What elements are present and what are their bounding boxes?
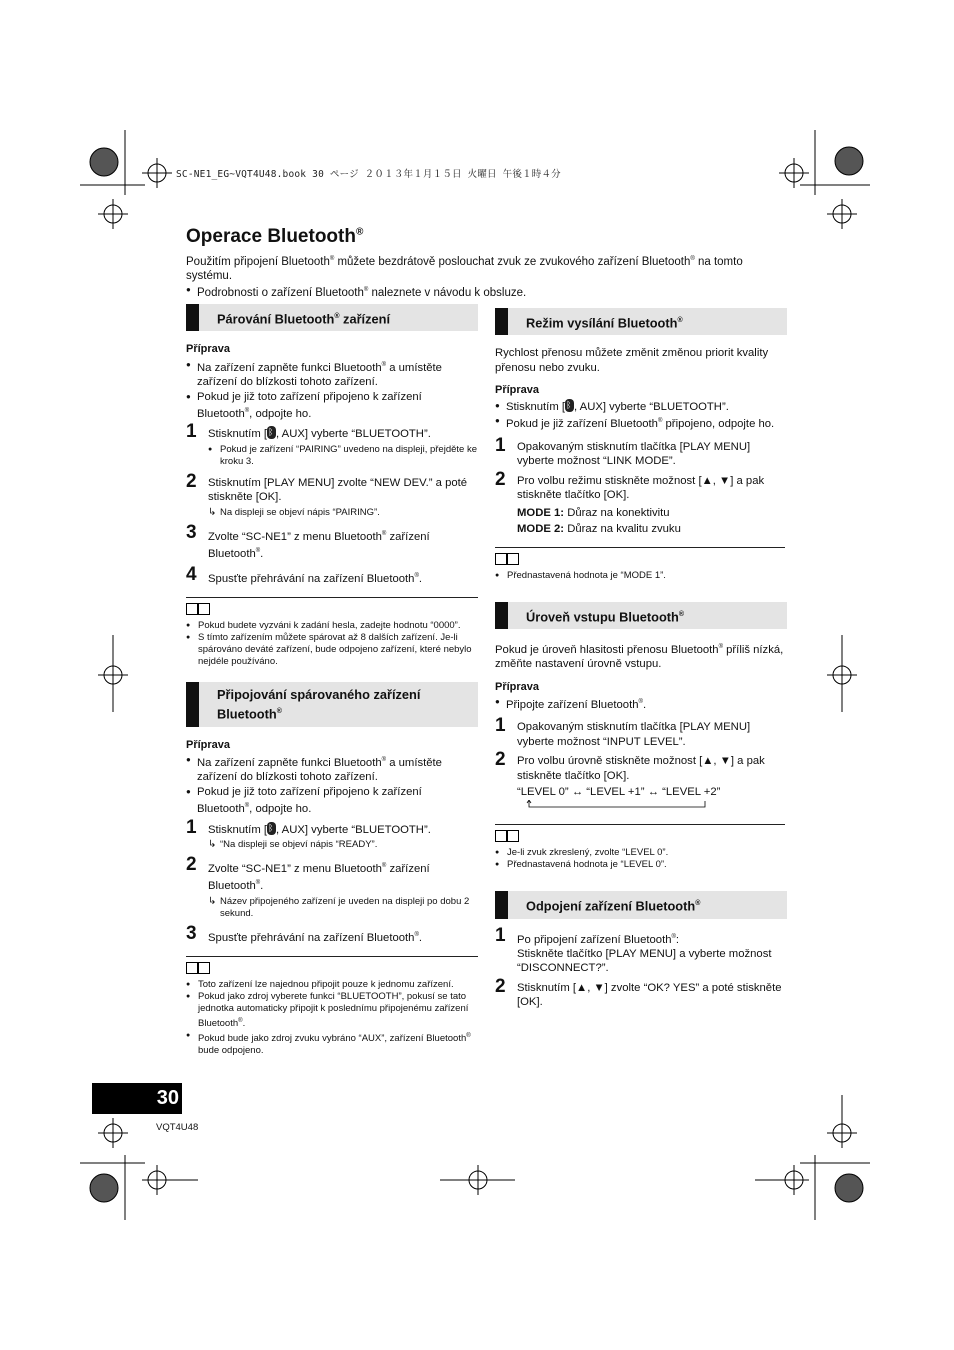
prep-title: Příprava	[495, 384, 540, 397]
section-intro: Pokud je úroveň hlasitosti přenosu Bluetooth® příliš nízká, změňte nastavení úrovně vstupu.	[495, 643, 784, 671]
bluetooth-icon	[267, 426, 276, 439]
section-heading-pairing: Párování Bluetooth® zařízení	[186, 304, 478, 331]
loop-arrow	[517, 800, 707, 810]
step: 2 Pro volbu úrovně stiskněte možnost [▲, ▼] a pak stiskněte tlačítko [OK]. “LEVEL 0” ↔ “LEVEL +1” ↔ “LEVEL +2”	[495, 754, 787, 814]
right-column	[495, 308, 787, 1010]
level-sequence: “LEVEL 0” ↔ “LEVEL +1” ↔ “LEVEL +2”	[517, 786, 721, 799]
book-icon	[186, 603, 210, 615]
note: ● Toto zařízení lze najednou připojit pouze k jednomu zařízení.	[186, 979, 478, 991]
document-code: VQT4U48	[156, 1122, 199, 1133]
prep-item: ● Pokud je již toto zařízení připojeno k zařízení Bluetooth®, odpojte ho.	[186, 785, 478, 817]
note: ● Pokud jako zdroj vyberete funkci “BLUETOOTH”, pokusí se tato jednotka automaticky připojit k poslednímu připojenému zařízení Bluetooth®.	[186, 991, 478, 1030]
note: ● Pokud budete vyzváni k zadání hesla, zadejte hodnotu “0000”.	[186, 620, 478, 632]
step: 1 Po připojení zařízení Bluetooth®: Stiskněte tlačítko [PLAY MENU] a vyberte možnost “DISCONNECT?”.	[495, 924, 772, 975]
step: 1 Stisknutím [ᛒ , AUX] vyberte “BLUETOOTH”. ↳ “Na displeji se objeví nápis “READY”.	[186, 822, 478, 852]
section-intro: Rychlost přenosu můžete změnit změnou priorit kvality přenosu nebo zvuku.	[495, 347, 769, 374]
note-box	[495, 547, 785, 582]
note: ● Přednastavená hodnota je “LEVEL 0”.	[495, 859, 785, 871]
mode-2: MODE 2: Důraz na kvalitu zvuku	[517, 523, 681, 536]
prep-item: ● Připojte zařízení Bluetooth®.	[495, 695, 787, 712]
section-heading-level: Úroveň vstupu Bluetooth®	[495, 602, 787, 629]
page-title: Operace Bluetooth®	[186, 226, 364, 247]
note: ● Přednastavená hodnota je “MODE 1”.	[495, 570, 785, 582]
step-note: ● Pokud je zařízení “PAIRING” uvedeno na displeji, přejděte ke kroku 3.	[208, 444, 478, 468]
note: ● Pokud bude jako zdroj zvuku vybráno “AUX”, zařízení Bluetooth® bude odpojeno.	[186, 1030, 478, 1057]
step: 3 Spusťte přehrávání na zařízení Bluetooth®.	[186, 922, 423, 944]
mode-1: MODE 1: Důraz na konektivitu	[517, 506, 670, 519]
intro	[186, 252, 776, 300]
prep-item: ● Na zařízení zapněte funkci Bluetooth® a umístěte zařízení do blízkosti tohoto zařízení.	[186, 358, 478, 390]
step-result: ↳ Název připojeného zařízení je uveden na displeji po dobu 2 sekund.	[208, 896, 478, 920]
prep-item: ● Pokud je již zařízení Bluetooth® připojeno, odpojte ho.	[495, 414, 787, 431]
bluetooth-icon	[565, 399, 574, 412]
note-box	[186, 597, 478, 668]
page-number: 30	[92, 1083, 182, 1114]
prep-item: ● Stisknutím [ᛒ , AUX] vyberte “BLUETOOTH”.	[495, 399, 787, 415]
note: ● S tímto zařízením můžete spárovat až 8 dalších zařízení. Je-li spárováno deváté zařízení, bude odpojeno zařízení, které nebylo nejdéle používáno.	[186, 632, 478, 668]
prep-title: Příprava	[186, 738, 231, 751]
section-heading-disconnect: Odpojení zařízení Bluetooth®	[495, 891, 787, 918]
note-box	[186, 956, 478, 1057]
step: 2 Pro volbu režimu stiskněte možnost [▲, ▼] a pak stiskněte tlačítko [OK]. MODE 1: Důraz na konektivitu MODE 2: Důraz na kvalitu zvuku	[495, 474, 787, 537]
step: 1 Opakovaným stisknutím tlačítka [PLAY MENU] vyberte možnost “LINK MODE”.	[495, 434, 751, 468]
book-icon	[495, 553, 519, 565]
prep-item: ● Na zařízení zapněte funkci Bluetooth® a umístěte zařízení do blízkosti tohoto zařízení.	[186, 753, 478, 785]
step-result: ↳ Na displeji se objeví nápis “PAIRING”.	[208, 507, 478, 519]
prep-title: Příprava	[495, 680, 540, 693]
step-result: ↳ “Na displeji se objeví nápis “READY”.	[208, 839, 478, 851]
step: 3 Zvolte “SC-NE1” z menu Bluetooth® zařízení Bluetooth®.	[186, 521, 430, 560]
book-icon	[495, 830, 519, 842]
section-heading-connect: Připojování spárovaného zařízení Bluetooth®	[186, 682, 478, 726]
step: 2 Stisknutím [PLAY MENU] zvolte “NEW DEV.” a poté stiskněte [OK]. ↳ Na displeji se objeví nápis “PAIRING”.	[186, 476, 478, 519]
note-box	[495, 824, 785, 871]
prep-title: Příprava	[186, 343, 231, 356]
intro-text: Použitím připojení Bluetooth® můžete bezdrátově poslouchat zvuk ze zvukového zařízení Bluetooth® na tomto systému.	[186, 255, 743, 282]
left-column	[186, 304, 478, 1057]
intro-bullet: ● Podrobnosti o zařízení Bluetooth® naleznete v návodu k obsluze.	[186, 283, 776, 300]
section-heading-mode: Režim vysílání Bluetooth®	[495, 308, 787, 335]
note: ● Je-li zvuk zkreslený, zvolte “LEVEL 0”.	[495, 847, 785, 859]
bluetooth-icon	[267, 822, 276, 835]
book-icon	[186, 962, 210, 974]
step: 4 Spusťte přehrávání na zařízení Bluetooth®.	[186, 564, 423, 586]
prep-item: ● Pokud je již toto zařízení připojeno k zařízení Bluetooth®, odpojte ho.	[186, 390, 478, 422]
step: 2 Zvolte “SC-NE1” z menu Bluetooth® zařízení Bluetooth®. ↳ Název připojeného zařízení je uveden na displeji po dobu 2 sekund.	[186, 859, 478, 920]
step: 1 Opakovaným stisknutím tlačítka [PLAY MENU] vyberte možnost “INPUT LEVEL”.	[495, 715, 751, 748]
step: 1 Stisknutím [ᛒ , AUX] vyberte “BLUETOOTH”. ● Pokud je zařízení “PAIRING” uvedeno na displeji, přejděte ke kroku 3.	[186, 426, 478, 468]
print-header: SC-NE1_EG~VQT4U48.book 30 ページ ２０１３年１月１５日 火曜日 午後１時４分	[176, 169, 561, 180]
step: 2 Stisknutím [▲, ▼] zvolte “OK? YES” a poté stiskněte [OK].	[495, 975, 782, 1009]
